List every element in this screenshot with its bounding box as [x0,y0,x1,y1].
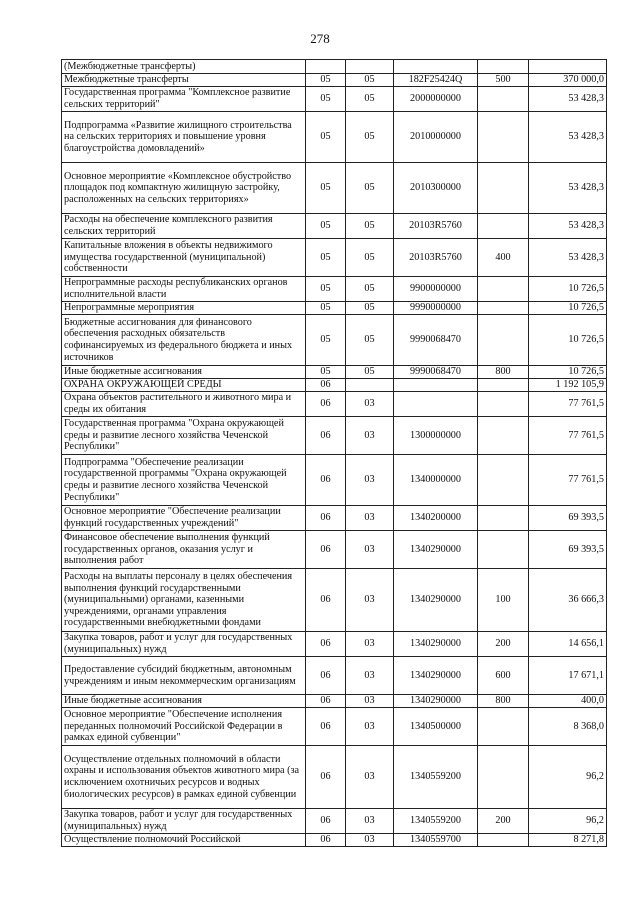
cell-rz: 06 [306,834,346,847]
cell-name: Охрана объектов растительного и животного мира и среды их обитания [62,392,306,417]
table-row [62,74,607,87]
cell-name: Основное мероприятие «Комплексное обустройство площадок под компактную жилищную застройку, расположенных на сельских территориях» [62,163,306,214]
cell-csr: 1340200000 [394,506,478,531]
cell-vr: 200 [478,632,529,657]
cell-sum: 77 761,5 [529,455,607,506]
cell-pr: 05 [346,74,394,87]
cell-csr: 9900000000 [394,277,478,302]
cell-vr [478,214,529,239]
cell-name: Расходы на выплаты персоналу в целях обеспечения выполнения функций государственными (муниципальными) органами, казенными учреждениями, органами управления государственными внебюджетными фондами [62,569,306,632]
cell-pr: 03 [346,392,394,417]
cell-vr [478,708,529,746]
cell-pr: 03 [346,506,394,531]
cell-pr: 05 [346,163,394,214]
table-row [62,809,607,834]
table-row [62,214,607,239]
cell-name: ОХРАНА ОКРУЖАЮЩЕЙ СРЕДЫ [62,379,306,392]
cell-name: Осуществление отдельных полномочий в области охраны и использования объектов животного мира (за исключением охотничьих ресурсов и водных биологических ресурсов) в рамках единой субвенции [62,746,306,809]
cell-rz: 06 [306,632,346,657]
cell-vr [478,163,529,214]
cell-csr: 2010000000 [394,112,478,163]
cell-rz: 05 [306,277,346,302]
cell-rz: 05 [306,74,346,87]
cell-name: Иные бюджетные ассигнования [62,366,306,379]
cell-vr [478,87,529,112]
cell-pr: 05 [346,87,394,112]
cell-csr: 1340290000 [394,657,478,695]
cell-vr [478,379,529,392]
cell-pr [346,379,394,392]
cell-name: Государственная программа "Комплексное развитие сельских территорий" [62,87,306,112]
cell-sum: 8 368,0 [529,708,607,746]
cell-sum: 8 271,8 [529,834,607,847]
cell-name: Основное мероприятие "Обеспечение реализации функций государственных учреждений" [62,506,306,531]
cell-pr: 05 [346,366,394,379]
cell-vr [478,315,529,366]
cell-vr: 600 [478,657,529,695]
cell-sum: 10 726,5 [529,315,607,366]
cell-rz: 05 [306,315,346,366]
cell-csr: 1340290000 [394,632,478,657]
table-row [62,632,607,657]
cell-csr: 1340559200 [394,746,478,809]
cell-csr: 1300000000 [394,417,478,455]
table-row [62,366,607,379]
table-row [62,87,607,112]
cell-vr: 100 [478,569,529,632]
table-row [62,506,607,531]
cell-sum: 69 393,5 [529,506,607,531]
cell-pr: 05 [346,315,394,366]
cell-name: Подпрограмма «Развитие жилищного строительства на сельских территориях и повышение уровня благоустройства домовладений» [62,112,306,163]
cell-sum: 10 726,5 [529,366,607,379]
cell-sum: 96,2 [529,746,607,809]
cell-pr: 03 [346,417,394,455]
cell-pr: 05 [346,239,394,277]
cell-rz: 06 [306,695,346,708]
table-row [62,392,607,417]
cell-csr [394,392,478,417]
cell-pr: 03 [346,708,394,746]
table-row [62,746,607,809]
cell-pr: 03 [346,746,394,809]
cell-pr: 03 [346,695,394,708]
cell-csr: 9990068470 [394,366,478,379]
cell-csr: 9990000000 [394,302,478,315]
cell-sum: 53 428,3 [529,87,607,112]
cell-name: Непрограммные мероприятия [62,302,306,315]
cell-vr [478,392,529,417]
cell-pr: 03 [346,569,394,632]
cell-pr: 05 [346,112,394,163]
table-row [62,163,607,214]
cell-name: Подпрограмма "Обеспечение реализации государственной программы "Охрана окружающей среды и развитие лесного хозяйства Чеченской Республики" [62,455,306,506]
page-number: 278 [310,31,330,46]
cell-name: Закупка товаров, работ и услуг для государственных (муниципальных) нужд [62,632,306,657]
cell-vr: 800 [478,366,529,379]
cell-vr [478,302,529,315]
cell-pr [346,60,394,74]
cell-sum: 10 726,5 [529,302,607,315]
cell-rz: 05 [306,214,346,239]
cell-sum: 53 428,3 [529,163,607,214]
cell-sum: 77 761,5 [529,417,607,455]
table-row [62,112,607,163]
cell-name: Основное мероприятие "Обеспечение исполнения переданных полномочий Российской Федерации в рамках единой субвенции" [62,708,306,746]
cell-rz: 06 [306,531,346,569]
cell-sum [529,60,607,74]
cell-rz: 05 [306,302,346,315]
cell-sum: 69 393,5 [529,531,607,569]
cell-vr: 800 [478,695,529,708]
cell-name: Бюджетные ассигнования для финансового обеспечения расходных обязательств софинансируемых из федерального бюджета и иных источников [62,315,306,366]
cell-pr: 03 [346,531,394,569]
table-row [62,302,607,315]
cell-csr [394,379,478,392]
cell-rz: 06 [306,417,346,455]
cell-vr [478,455,529,506]
cell-csr [394,60,478,74]
cell-sum: 96,2 [529,809,607,834]
cell-rz: 06 [306,379,346,392]
cell-rz: 06 [306,809,346,834]
cell-vr [478,417,529,455]
cell-vr [478,746,529,809]
cell-name: Предоставление субсидий бюджетным, автономным учреждениям и иным некоммерческим организациям [62,657,306,695]
cell-rz: 06 [306,506,346,531]
cell-csr: 1340290000 [394,569,478,632]
cell-sum: 1 192 105,9 [529,379,607,392]
cell-rz: 06 [306,569,346,632]
table-row [62,708,607,746]
cell-csr: 182F25424Q [394,74,478,87]
table-row [62,455,607,506]
cell-vr [478,834,529,847]
table-row [62,277,607,302]
cell-name: (Межбюджетные трансферты) [62,60,306,74]
cell-pr: 05 [346,302,394,315]
cell-pr: 05 [346,277,394,302]
cell-vr: 200 [478,809,529,834]
cell-name: Расходы на обеспечение комплексного развития сельских территорий [62,214,306,239]
cell-vr [478,506,529,531]
cell-csr: 1340500000 [394,708,478,746]
cell-sum: 400,0 [529,695,607,708]
cell-rz: 06 [306,746,346,809]
cell-rz: 05 [306,87,346,112]
cell-rz [306,60,346,74]
cell-rz: 05 [306,239,346,277]
cell-vr [478,531,529,569]
cell-csr: 9990068470 [394,315,478,366]
cell-name: Иные бюджетные ассигнования [62,695,306,708]
cell-csr: 2000000000 [394,87,478,112]
cell-sum: 77 761,5 [529,392,607,417]
cell-csr: 1340000000 [394,455,478,506]
cell-vr: 500 [478,74,529,87]
table-row [62,531,607,569]
cell-vr [478,112,529,163]
cell-sum: 53 428,3 [529,112,607,163]
cell-name: Осуществление полномочий Российской [62,834,306,847]
cell-csr: 2010300000 [394,163,478,214]
cell-rz: 06 [306,392,346,417]
cell-name: Непрограммные расходы республиканских органов исполнительной власти [62,277,306,302]
table-row [62,60,607,74]
cell-name: Финансовое обеспечение выполнения функций государственных органов, оказания услуг и выполнения работ [62,531,306,569]
table-row [62,657,607,695]
cell-csr: 1340559700 [394,834,478,847]
cell-sum: 14 656,1 [529,632,607,657]
cell-sum: 370 000,0 [529,74,607,87]
cell-sum: 10 726,5 [529,277,607,302]
cell-sum: 36 666,3 [529,569,607,632]
table-row [62,239,607,277]
table-row [62,315,607,366]
cell-pr: 03 [346,632,394,657]
cell-rz: 06 [306,657,346,695]
budget-table [61,59,607,847]
table-row [62,695,607,708]
cell-sum: 53 428,3 [529,239,607,277]
cell-vr [478,60,529,74]
table-row [62,379,607,392]
cell-sum: 17 671,1 [529,657,607,695]
cell-rz: 05 [306,163,346,214]
cell-vr: 400 [478,239,529,277]
table-row [62,834,607,847]
cell-rz: 06 [306,455,346,506]
cell-csr: 1340559200 [394,809,478,834]
table-row [62,417,607,455]
cell-csr: 20103R5760 [394,239,478,277]
table-row [62,569,607,632]
cell-name: Капитальные вложения в объекты недвижимого имущества государственной (муниципальной) собственности [62,239,306,277]
cell-pr: 03 [346,455,394,506]
cell-rz: 06 [306,708,346,746]
cell-vr [478,277,529,302]
cell-pr: 03 [346,657,394,695]
cell-csr: 1340290000 [394,531,478,569]
cell-csr: 1340290000 [394,695,478,708]
cell-csr: 20103R5760 [394,214,478,239]
cell-name: Межбюджетные трансферты [62,74,306,87]
cell-name: Государственная программа "Охрана окружающей среды и развитие лесного хозяйства Чеченской Республики" [62,417,306,455]
cell-pr: 03 [346,834,394,847]
cell-pr: 03 [346,809,394,834]
cell-rz: 05 [306,112,346,163]
cell-rz: 05 [306,366,346,379]
cell-name: Закупка товаров, работ и услуг для государственных (муниципальных) нужд [62,809,306,834]
cell-sum: 53 428,3 [529,214,607,239]
cell-pr: 05 [346,214,394,239]
